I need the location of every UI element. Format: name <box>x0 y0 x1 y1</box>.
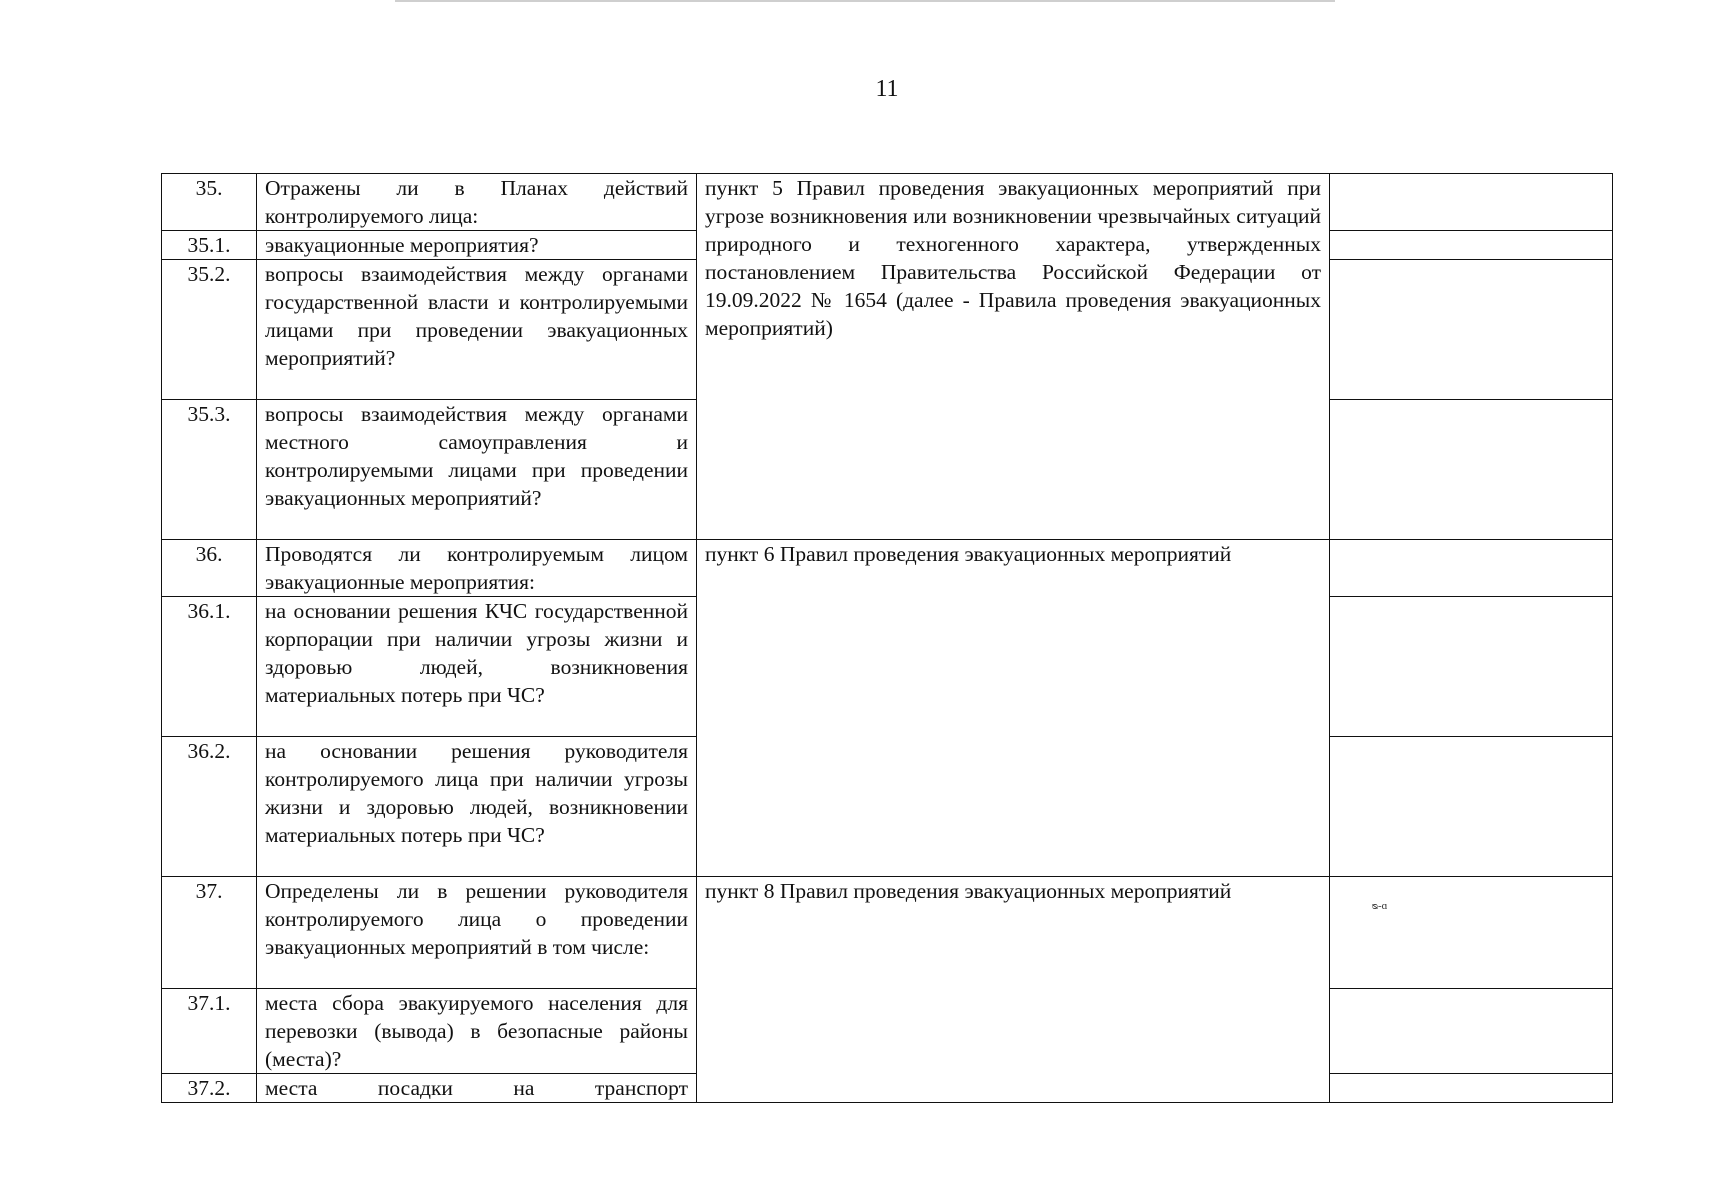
note-cell <box>1330 174 1613 231</box>
scan-top-edge <box>395 0 1335 2</box>
row-number: 35. <box>162 174 257 231</box>
page-number: 11 <box>875 76 899 102</box>
row-number: 35.1. <box>162 231 257 260</box>
note-cell <box>1330 400 1613 540</box>
legal-reference: пункт 6 Правил проведения эвакуационных мероприятий <box>697 540 1330 877</box>
row-number: 37.1. <box>162 989 257 1074</box>
table-row <box>162 540 1613 597</box>
question-text: места посадки на транспорт <box>257 1074 697 1103</box>
row-number: 37.2. <box>162 1074 257 1103</box>
question-text: вопросы взаимодействия между органами местного самоуправления и контролируемыми лицами при проведении эвакуационных мероприятий? <box>257 400 697 540</box>
note-cell <box>1330 597 1613 737</box>
legal-reference: пункт 5 Правил проведения эвакуационных мероприятий при угрозе возникновения или возникновении чрезвычайных ситуаций природного и техногенного характера, утвержденных постановлением Правительства Российской Федерации от 19.09.2022 № 1654 (далее - Правила проведения эвакуационных мероприятий) <box>697 174 1330 540</box>
question-text: эвакуационные мероприятия? <box>257 231 697 260</box>
question-text: Определены ли в решении руководителя контролируемого лица о проведении эвакуационных мероприятий в том числе: <box>257 877 697 989</box>
table-row <box>162 877 1613 989</box>
question-text: на основании решения руководителя контролируемого лица при наличии угрозы жизни и здоровью людей, возникновении материальных потерь при ЧС? <box>257 737 697 877</box>
row-number: 36.1. <box>162 597 257 737</box>
note-cell <box>1330 540 1613 597</box>
row-number: 36. <box>162 540 257 597</box>
row-number: 36.2. <box>162 737 257 877</box>
note-cell <box>1330 989 1613 1074</box>
checklist-table <box>161 173 1613 1103</box>
note-cell <box>1330 1074 1613 1103</box>
note-cell <box>1330 231 1613 260</box>
table-row <box>162 174 1613 231</box>
question-text: места сбора эвакуируемого населения для перевозки (вывода) в безопасные районы (места)? <box>257 989 697 1074</box>
question-text: Проводятся ли контролируемым лицом эвакуационные мероприятия: <box>257 540 697 597</box>
row-number: 35.3. <box>162 400 257 540</box>
note-cell <box>1330 737 1613 877</box>
row-number: 37. <box>162 877 257 989</box>
legal-reference: пункт 8 Правил проведения эвакуационных мероприятий <box>697 877 1330 1103</box>
question-text: Отражены ли в Планах действий контролируемого лица: <box>257 174 697 231</box>
row-number: 35.2. <box>162 260 257 400</box>
handwritten-mark: ᴓ-ɑ <box>1372 900 1388 912</box>
note-cell <box>1330 877 1613 989</box>
question-text: вопросы взаимодействия между органами государственной власти и контролируемыми лицами при проведении эвакуационных мероприятий? <box>257 260 697 400</box>
question-text: на основании решения КЧС государственной корпорации при наличии угрозы жизни и здоровью людей, возникновения материальных потерь при ЧС? <box>257 597 697 737</box>
note-cell <box>1330 260 1613 400</box>
